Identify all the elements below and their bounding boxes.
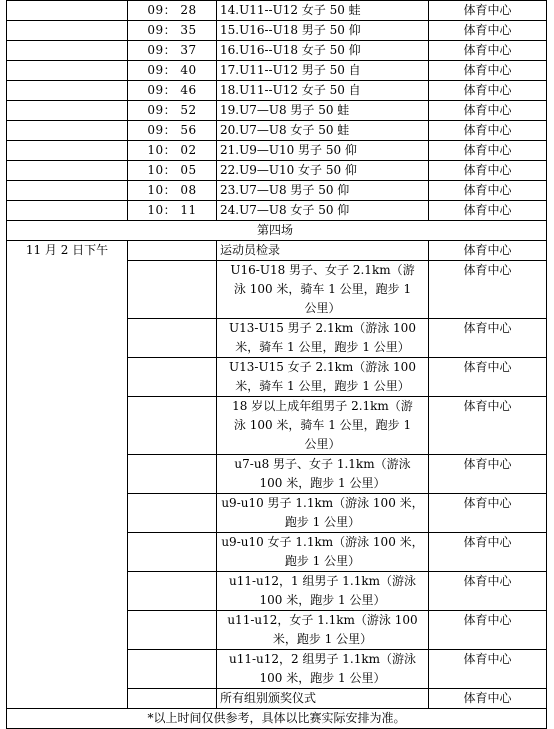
event-line: 100 米，跑步 1 公里） [259,476,386,490]
time-cell-empty [128,650,217,689]
swim-event-row [7,61,547,81]
event-line: 公里） [304,301,341,315]
event-cell: 24.U7—U8 女子 50 仰 [217,201,429,221]
time-cell-empty [128,358,217,397]
swim-events-section [7,1,547,221]
session-header-row [7,221,547,241]
venue-cell: 体育中心 [429,241,547,261]
time-cell-empty [128,689,217,709]
schedule-table [6,0,547,729]
event-cell: 21.U9—U10 男子 50 仰 [217,141,429,161]
date-cell-empty [7,181,128,201]
event-cell [217,533,429,572]
venue-cell: 体育中心 [429,319,547,358]
swim-event-row [7,181,547,201]
event-cell: 18.U11--U12 女子 50 自 [217,81,429,101]
venue-cell: 体育中心 [429,41,547,61]
event-cell: 19.U7—U8 男子 50 蛙 [217,101,429,121]
venue-cell: 体育中心 [429,397,547,455]
swim-event-row [7,1,547,21]
event-line: 跑步 1 公里） [284,554,361,568]
time-cell: 09： 35 [128,21,217,41]
date-cell-empty [7,101,128,121]
event-line: u9-u10 男子 1.1km（游泳 100 米， [221,496,424,510]
date-cell-empty [7,161,128,181]
session-title: 第四场 [7,221,547,241]
event-cell: 17.U11--U12 男子 50 自 [217,61,429,81]
event-line: u11-u12，女子 1.1km（游泳 100 [227,613,418,627]
swim-event-row [7,21,547,41]
venue-cell: 体育中心 [429,21,547,41]
swim-event-row [7,201,547,221]
swim-event-row [7,141,547,161]
venue-cell: 体育中心 [429,201,547,221]
time-cell-empty [128,397,217,455]
event-cell: 15.U16--U18 男子 50 仰 [217,21,429,41]
venue-cell: 体育中心 [429,572,547,611]
swim-event-row [7,121,547,141]
event-cell: 20.U7—U8 女子 50 蛙 [217,121,429,141]
time-cell-empty [128,533,217,572]
date-cell-empty [7,81,128,101]
event-line: 100 米，跑步 1 公里） [259,593,386,607]
event-line: 泳 100 米，骑车 1 公里，跑步 1 [233,282,412,296]
swim-event-row [7,81,547,101]
date-cell-empty [7,1,128,21]
event-line: U13-U15 男子 2.1km（游泳 100 [229,321,416,335]
event-cell: 22.U9—U10 女子 50 仰 [217,161,429,181]
date-cell-empty [7,21,128,41]
time-cell: 10： 08 [128,181,217,201]
event-line: 泳 100 米，骑车 1 公里，跑步 1 [233,418,412,432]
time-cell-empty [128,572,217,611]
venue-cell: 体育中心 [429,689,547,709]
venue-cell: 体育中心 [429,611,547,650]
venue-cell: 体育中心 [429,81,547,101]
event-line: 100 米，跑步 1 公里） [259,671,386,685]
event-cell [217,611,429,650]
swim-event-row [7,101,547,121]
triathlon-event-row [7,241,547,261]
venue-cell: 体育中心 [429,141,547,161]
event-line: 米，跑步 1 公里） [272,632,373,646]
event-line: U16-U18 男子、女子 2.1km（游 [230,263,415,277]
event-cell: 23.U7—U8 男子 50 仰 [217,181,429,201]
event-cell: 14.U11--U12 女子 50 蛙 [217,1,429,21]
event-line: u9-u10 女子 1.1km（游泳 100 米， [221,535,424,549]
venue-cell: 体育中心 [429,455,547,494]
time-cell: 09： 52 [128,101,217,121]
venue-cell: 体育中心 [429,1,547,21]
time-cell-empty [128,319,217,358]
venue-cell: 体育中心 [429,161,547,181]
time-cell: 09： 37 [128,41,217,61]
time-cell-empty [128,494,217,533]
event-line: 所有组别颁奖仪式 [220,691,317,705]
event-line: u11-u12，2 组男子 1.1km（游泳 [228,652,417,666]
time-cell-empty [128,611,217,650]
time-cell: 09： 28 [128,1,217,21]
footnote: *以上时间仅供参考，具体以比赛实际安排为准。 [7,709,547,729]
event-line: u7-u8 男子、女子 1.1km（游泳 [234,457,411,471]
venue-cell: 体育中心 [429,181,547,201]
triathlon-events-section [7,241,547,709]
event-line: 跑步 1 公里） [284,515,361,529]
time-cell-empty [128,261,217,319]
event-line: 18 岁以上成年组男子 2.1km（游 [232,399,413,413]
event-cell [217,241,429,261]
time-cell: 10： 05 [128,161,217,181]
venue-cell: 体育中心 [429,494,547,533]
time-cell: 10： 11 [128,201,217,221]
event-cell: 16.U16--U18 女子 50 仰 [217,41,429,61]
venue-cell: 体育中心 [429,101,547,121]
event-line: U13-U15 女子 2.1km（游泳 100 [229,360,416,374]
event-cell [217,455,429,494]
event-cell [217,358,429,397]
date-cell-empty [7,141,128,161]
event-line: u11-u12，1 组男子 1.1km（游泳 [228,574,417,588]
venue-cell: 体育中心 [429,121,547,141]
time-cell-empty [128,455,217,494]
venue-cell: 体育中心 [429,61,547,81]
event-line: 米，骑车 1 公里，跑步 1 公里） [235,340,410,354]
time-cell: 09： 40 [128,61,217,81]
time-cell-empty [128,241,217,261]
date-cell-empty [7,61,128,81]
event-cell [217,494,429,533]
date-cell-empty [7,41,128,61]
venue-cell: 体育中心 [429,650,547,689]
venue-cell: 体育中心 [429,358,547,397]
date-cell-empty [7,201,128,221]
event-cell [217,261,429,319]
footnote-row [7,709,547,729]
swim-event-row [7,41,547,61]
venue-cell: 体育中心 [429,533,547,572]
venue-cell: 体育中心 [429,261,547,319]
footnote-section [7,709,547,729]
event-cell [217,650,429,689]
event-line: 米，骑车 1 公里，跑步 1 公里） [235,379,410,393]
event-cell [217,397,429,455]
date-cell-empty [7,121,128,141]
time-cell: 09： 56 [128,121,217,141]
swim-event-row [7,161,547,181]
event-cell [217,689,429,709]
event-line: 公里） [304,437,341,451]
event-line: 运动员检录 [220,243,281,257]
time-cell: 10： 02 [128,141,217,161]
session-header-section [7,221,547,241]
event-cell [217,572,429,611]
time-cell: 09： 46 [128,81,217,101]
day-label: 11 月 2 日下午 [7,241,128,709]
event-cell [217,319,429,358]
